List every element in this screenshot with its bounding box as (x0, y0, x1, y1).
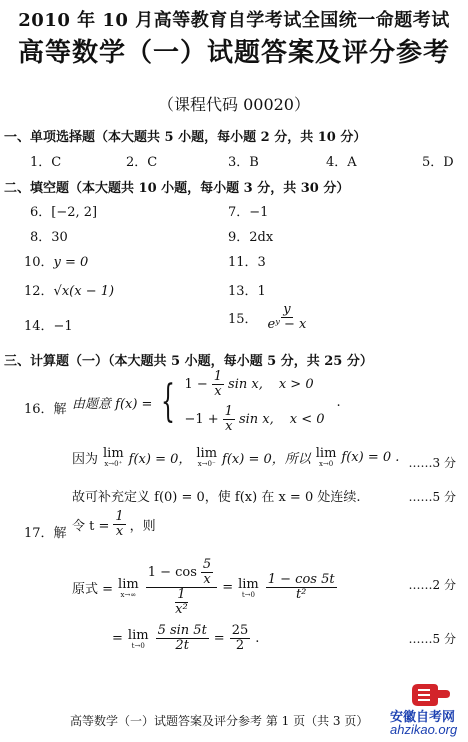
answer-4: 4．A (326, 155, 357, 170)
q17-frac-2 (266, 573, 337, 602)
answer-1: 1．C (30, 155, 62, 170)
q17-eq-1: = (222, 580, 234, 595)
q17-den-num: 1 (177, 587, 186, 602)
q17-eq-2: = (112, 631, 123, 646)
answer-15-denominator: eʸ − x (267, 317, 307, 332)
answer-15-number: 15． (228, 312, 258, 327)
q17-line1 (72, 558, 339, 617)
logo-text: 安徽自考网 (390, 709, 456, 724)
q16-lead: 由题意 f(x) = (72, 396, 153, 412)
q17-orig: 原式 = (72, 582, 114, 597)
q16-lim-1 (103, 446, 124, 468)
answer-12-number: 12． (24, 284, 54, 299)
q16-line2-d: f(x) = 0 . (341, 449, 400, 465)
exam-title: 2010 年 10 月高等教育自学考试全国统一命题考试 (18, 10, 450, 31)
q17-lim-1 (118, 577, 139, 599)
q16-cases (184, 370, 324, 434)
q17-lim-3 (128, 628, 149, 650)
q17-big-num-text: 1 − cos (147, 564, 197, 580)
q17-frac-4 (230, 624, 251, 653)
section3-heading: 三、计算题（一）（本大题共 5 小题，每小题 5 分，共 25 分） (4, 354, 373, 369)
q17-big-den (169, 588, 194, 617)
q16-line2-a: 因为 (72, 451, 99, 467)
answer-2: 2．C (126, 155, 158, 170)
q17-t-frac (113, 510, 125, 539)
hand-pointer-icon (408, 676, 452, 710)
lim-label: lim (238, 576, 259, 592)
q17-t-den: x (115, 524, 124, 539)
q16-line3: 故可补充定义 f(0) = 0，使 f(x) 在 x = 0 处连续. (72, 490, 361, 505)
lim-subscript: x→0⁻ (197, 460, 216, 468)
q17-frac3-num: 5 sin 5t (157, 623, 207, 638)
lim-subscript: t→0 (241, 590, 255, 599)
q17-t-num: 1 (115, 509, 124, 524)
page-footer: 高等数学（一）试题答案及评分参考 第 1 页（共 3 页） (70, 714, 369, 728)
q17-big-num (146, 558, 218, 588)
q16-case2-frac (223, 405, 235, 434)
q16-case1-frac (212, 370, 224, 399)
q17-den-den: x² (175, 602, 188, 617)
q17-score-2: ……5 分 (408, 632, 456, 646)
answer-10-value: y = 0 (53, 255, 89, 270)
answer-14: 14．−1 (24, 319, 73, 334)
lim-label: lim (103, 446, 124, 461)
course-code: （课程代码 00020） (158, 95, 310, 114)
q16-case-1 (184, 370, 324, 399)
q17-lead-end: ，则 (129, 519, 156, 534)
q17-frac-3 (156, 624, 209, 653)
q16-case-end: . (336, 394, 341, 410)
q17-end: . (255, 631, 260, 646)
q16-case2-den: x (225, 419, 233, 434)
lim-label: lim (118, 576, 139, 592)
document-title: 高等数学（一）试题答案及评分参考 (17, 38, 450, 68)
q16-case2-cond: x < 0 (289, 412, 325, 427)
q16-score-2: ……5 分 (408, 490, 456, 504)
lim-label: lim (196, 446, 218, 461)
left-brace-icon: { (161, 376, 176, 427)
answer-8: 8．30 (30, 230, 68, 245)
lim-label: lim (127, 627, 149, 643)
q16-case1-num: 1 (213, 369, 223, 384)
site-logo (388, 676, 466, 738)
q17-eq-3: = (213, 631, 225, 646)
answer-12 (24, 280, 114, 299)
answer-11: 11．3 (228, 255, 266, 270)
q17-inner-frac (201, 558, 213, 587)
q17-score-1: ……2 分 (408, 578, 456, 592)
lim-subscript: t→0 (131, 641, 145, 650)
q17-substitution (72, 510, 156, 539)
q17-frac4-den: 2 (235, 638, 245, 653)
q17-inner-num: 5 (202, 557, 212, 572)
q16-lim-2 (196, 446, 217, 468)
section1-heading: 一、单项选择题（本大题共 5 小题，每小题 2 分，共 10 分） (4, 130, 367, 145)
q16-case-2 (184, 405, 324, 434)
logo-url: ahzikao.org (390, 722, 458, 737)
lim-subscript: x→0⁺ (104, 460, 123, 468)
answer-6: 6．[−2, 2] (30, 205, 98, 220)
q17-den-frac (173, 588, 190, 617)
q17-line2 (112, 624, 259, 653)
q16-case1-den: x (214, 384, 222, 399)
lim-subscript: x→0 (318, 460, 334, 468)
q17-lead: 令 t = (72, 519, 110, 534)
q17-label: 17．解 (24, 526, 67, 541)
answer-3: 3．B (228, 155, 259, 170)
q16-case1-a: 1 − (184, 377, 208, 392)
q17-frac2-den: t² (295, 587, 307, 602)
q16-line2-b: f(x) = 0， (128, 451, 192, 467)
lim-label: lim (315, 446, 337, 461)
q16-case2-a: −1 + (184, 412, 219, 427)
answer-15-numerator: y (283, 302, 291, 317)
answer-10-number: 10． (24, 255, 54, 270)
q17-frac4-num: 25 (231, 623, 249, 638)
answer-13: 13．1 (228, 284, 266, 299)
answer-5: 5．D (422, 155, 454, 170)
q17-frac2-num: 1 − cos 5t (267, 572, 335, 587)
q16-case1-cond: x > 0 (278, 377, 314, 392)
lim-subscript: x→∞ (120, 590, 137, 599)
answer-10 (24, 251, 88, 270)
answer-12-value: √x(x − 1) (53, 284, 115, 299)
q16-line2-c: f(x) = 0，所以 (222, 451, 311, 467)
q16-line2 (72, 446, 399, 468)
q16-piecewise (72, 370, 341, 434)
answer-9: 9．2dx (228, 230, 274, 245)
q16-score-1: ……3 分 (408, 456, 456, 470)
q16-case1-b: sin x, (228, 377, 263, 392)
answer-7: 7．−1 (228, 205, 269, 220)
q16-case2-num: 1 (224, 404, 233, 419)
answer-15 (228, 303, 310, 332)
q16-case2-b: sin x, (238, 412, 274, 427)
q17-inner-den: x (203, 572, 211, 587)
q16-lim-3 (316, 446, 337, 468)
q17-lim-2 (238, 577, 259, 599)
q17-big-frac (146, 558, 218, 617)
section2-heading: 二、填空题（本大题共 10 小题，每小题 3 分，共 30 分） (4, 181, 350, 196)
answer-15-fraction (266, 303, 309, 332)
q17-frac3-den: 2t (175, 638, 189, 653)
q16-label: 16．解 (24, 402, 67, 417)
